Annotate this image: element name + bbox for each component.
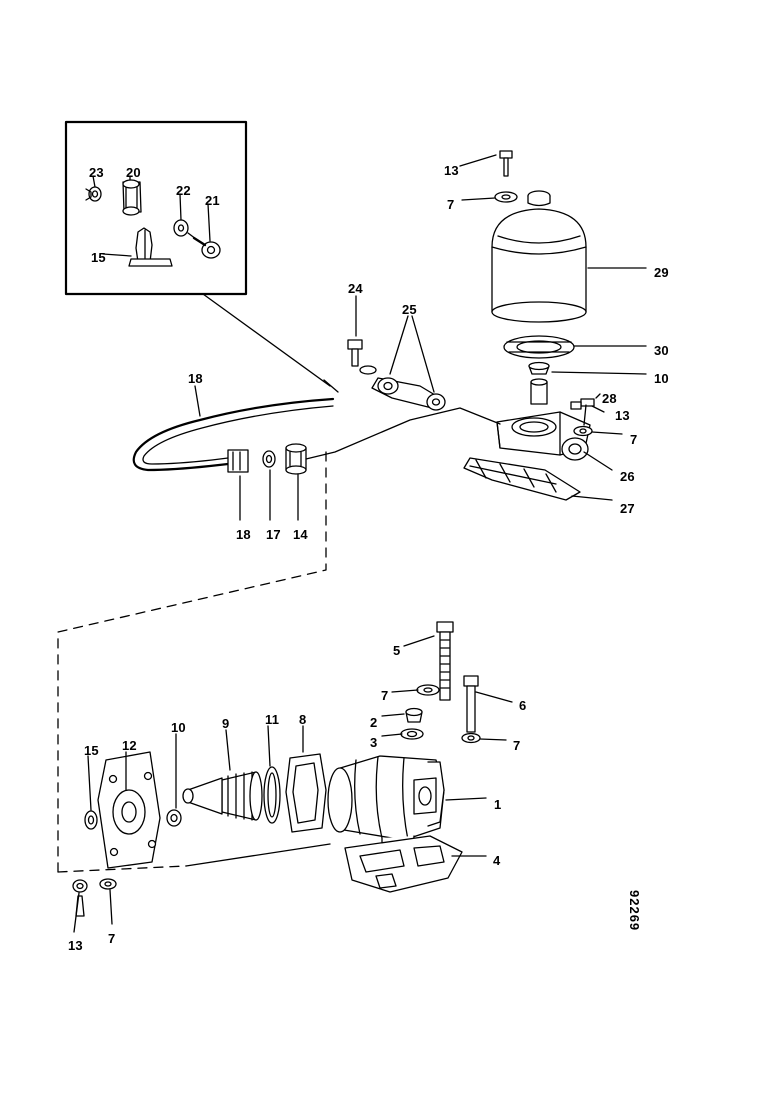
callout-2: 2 (370, 715, 378, 730)
callout-15-inset: 15 (91, 250, 106, 265)
callout-29: 29 (654, 265, 669, 280)
callout-23: 23 (89, 165, 104, 180)
callout-27: 27 (620, 501, 635, 516)
callout-13-mid: 13 (615, 408, 630, 423)
callout-11: 11 (265, 712, 280, 727)
inset-box-group (66, 122, 338, 392)
callout-22: 22 (176, 183, 191, 198)
callout-20: 20 (126, 165, 141, 180)
callout-7-pump-right: 7 (513, 738, 521, 753)
drawing-code: 92269 (627, 890, 642, 932)
filter-canister-group (460, 151, 646, 500)
callout-30: 30 (654, 343, 669, 358)
callout-7-mid: 7 (630, 432, 638, 447)
callout-7-pump-upper: 7 (381, 688, 389, 703)
callout-14: 14 (293, 527, 308, 542)
callout-9: 9 (222, 716, 230, 731)
pump-assembly-group (58, 622, 512, 932)
callout-7-top: 7 (447, 197, 455, 212)
callout-25: 25 (402, 302, 417, 317)
callout-13-top: 13 (444, 163, 459, 178)
callout-12: 12 (122, 738, 137, 753)
callout-4: 4 (493, 853, 501, 868)
callout-8: 8 (299, 712, 307, 727)
callout-18-hose: 18 (188, 371, 203, 386)
callout-18-fitting: 18 (236, 527, 251, 542)
callout-7-bottom: 7 (108, 931, 116, 946)
callout-10-upper: 10 (654, 371, 669, 386)
callout-3: 3 (370, 735, 378, 750)
callout-17: 17 (266, 527, 281, 542)
callout-6: 6 (519, 698, 527, 713)
callout-1: 1 (494, 797, 502, 812)
callout-28: 28 (602, 391, 617, 406)
callout-5: 5 (393, 643, 401, 658)
callout-15-pump: 15 (84, 743, 99, 758)
callout-21: 21 (205, 193, 220, 208)
callout-10-pump: 10 (171, 720, 186, 735)
callout-13-bottom: 13 (68, 938, 83, 953)
callout-24: 24 (348, 281, 363, 296)
callout-26: 26 (620, 469, 635, 484)
